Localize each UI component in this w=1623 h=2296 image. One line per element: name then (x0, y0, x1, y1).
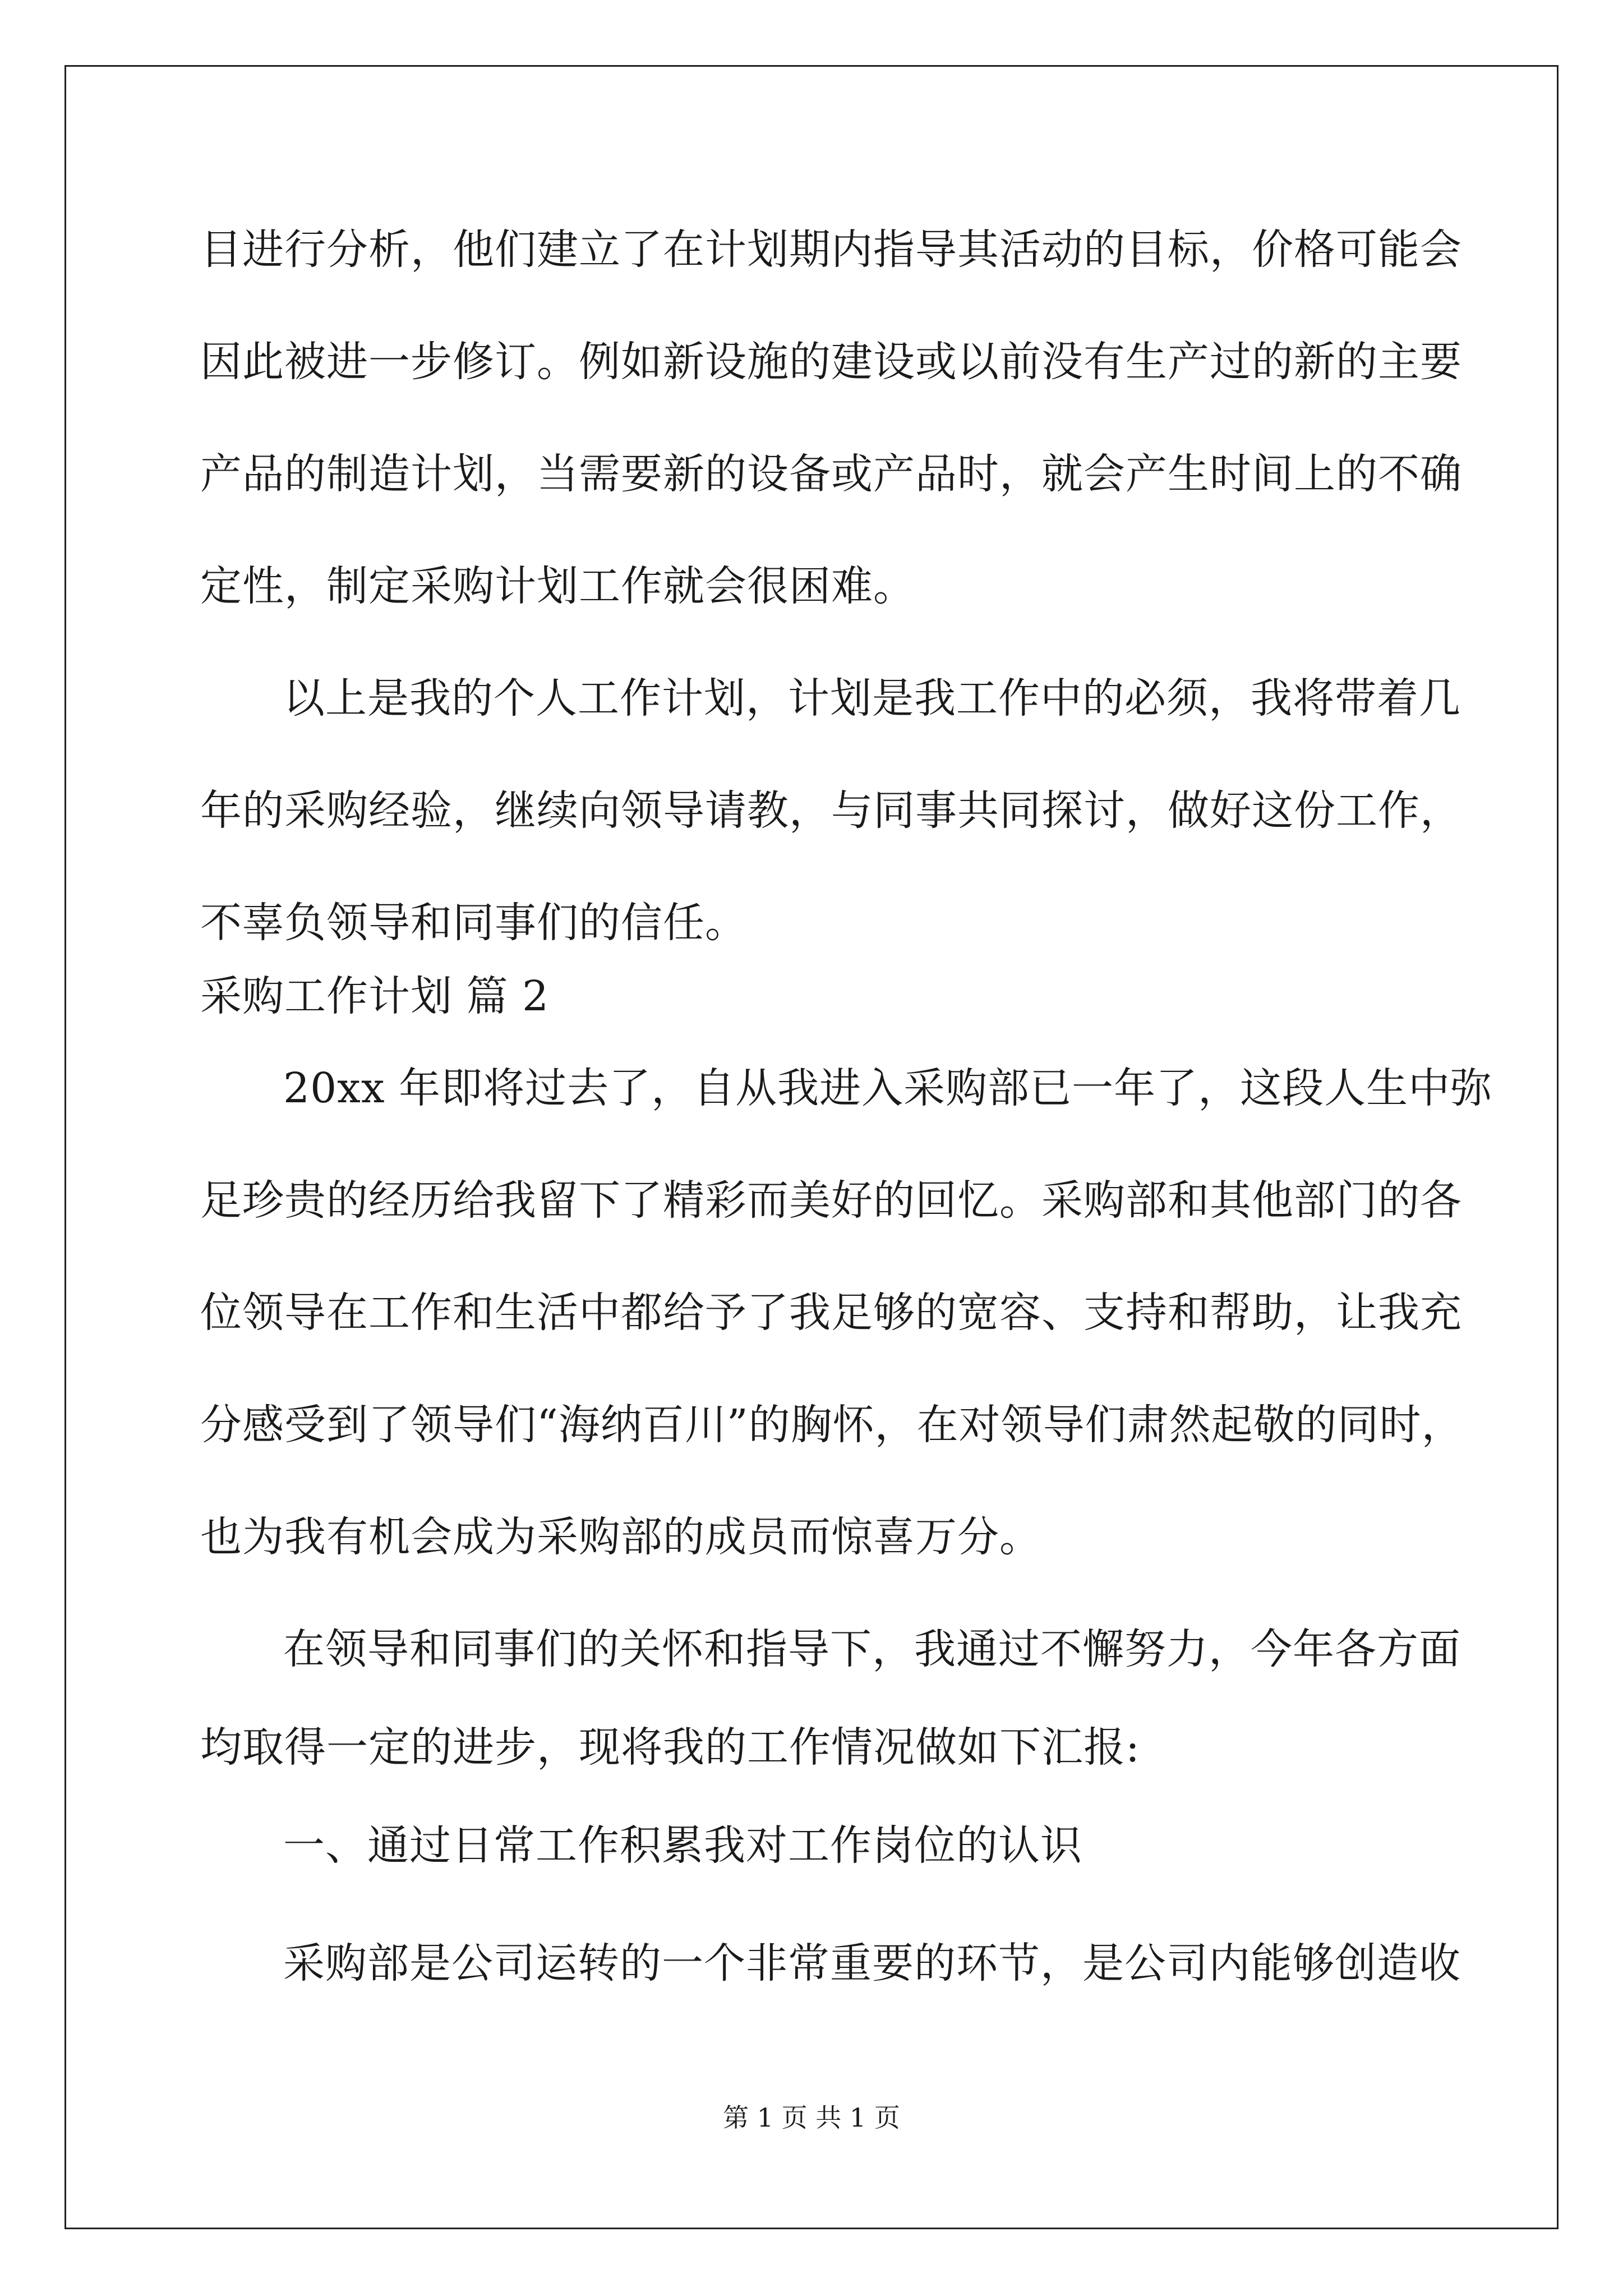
text-line: 均取得一定的进步，现将我的工作情况做如下汇报: (200, 1723, 1140, 1772)
text-line: 位领导在工作和生活中都给予了我足够的宽容、支持和帮助，让我充 (200, 1289, 1462, 1337)
section-heading: 采购工作计划 篇 2 (200, 972, 550, 1020)
text-line: 因此被进一步修订。例如新设施的建设或以前没有生产过的新的主要 (200, 338, 1462, 386)
text-line: 采购部是公司运转的一个非常重要的环节，是公司内能够创造收 (283, 1939, 1461, 1987)
text-line: 足珍贵的经历给我留下了精彩而美好的回忆。采购部和其他部门的各 (200, 1176, 1462, 1225)
page-footer: 第 1 页 共 1 页 (723, 2102, 900, 2133)
text-line: 以上是我的个人工作计划，计划是我工作中的必须，我将带着几 (283, 674, 1461, 723)
text-line: 年的采购经验，继续向领导请教，与同事共同探讨，做好这份工作， (200, 786, 1462, 835)
text-line: 在领导和同事们的关怀和指导下，我通过不懈努力，今年各方面 (283, 1625, 1461, 1673)
text-line: 20xx 年即将过去了，自从我进入采购部已一年了，这段人生中弥 (283, 1064, 1493, 1112)
text-line: 定性，制定采购计划工作就会很困难。 (200, 562, 915, 610)
text-line: 目进行分析，他们建立了在计划期内指导其活动的目标，价格可能会 (200, 226, 1462, 274)
text-line: 不辜负领导和同事们的信任。 (200, 899, 747, 947)
text-line: 产品的制造计划，当需要新的设备或产品时，就会产生时间上的不确 (200, 450, 1462, 498)
text-line: 也为我有机会成为采购部的成员而惊喜万分。 (200, 1513, 1041, 1561)
text-line: 分感受到了领导们“海纳百川”的胸怀，在对领导们肃然起敬的同时， (200, 1401, 1464, 1449)
text-line: 一、通过日常工作积累我对工作岗位的认识 (283, 1821, 1082, 1870)
